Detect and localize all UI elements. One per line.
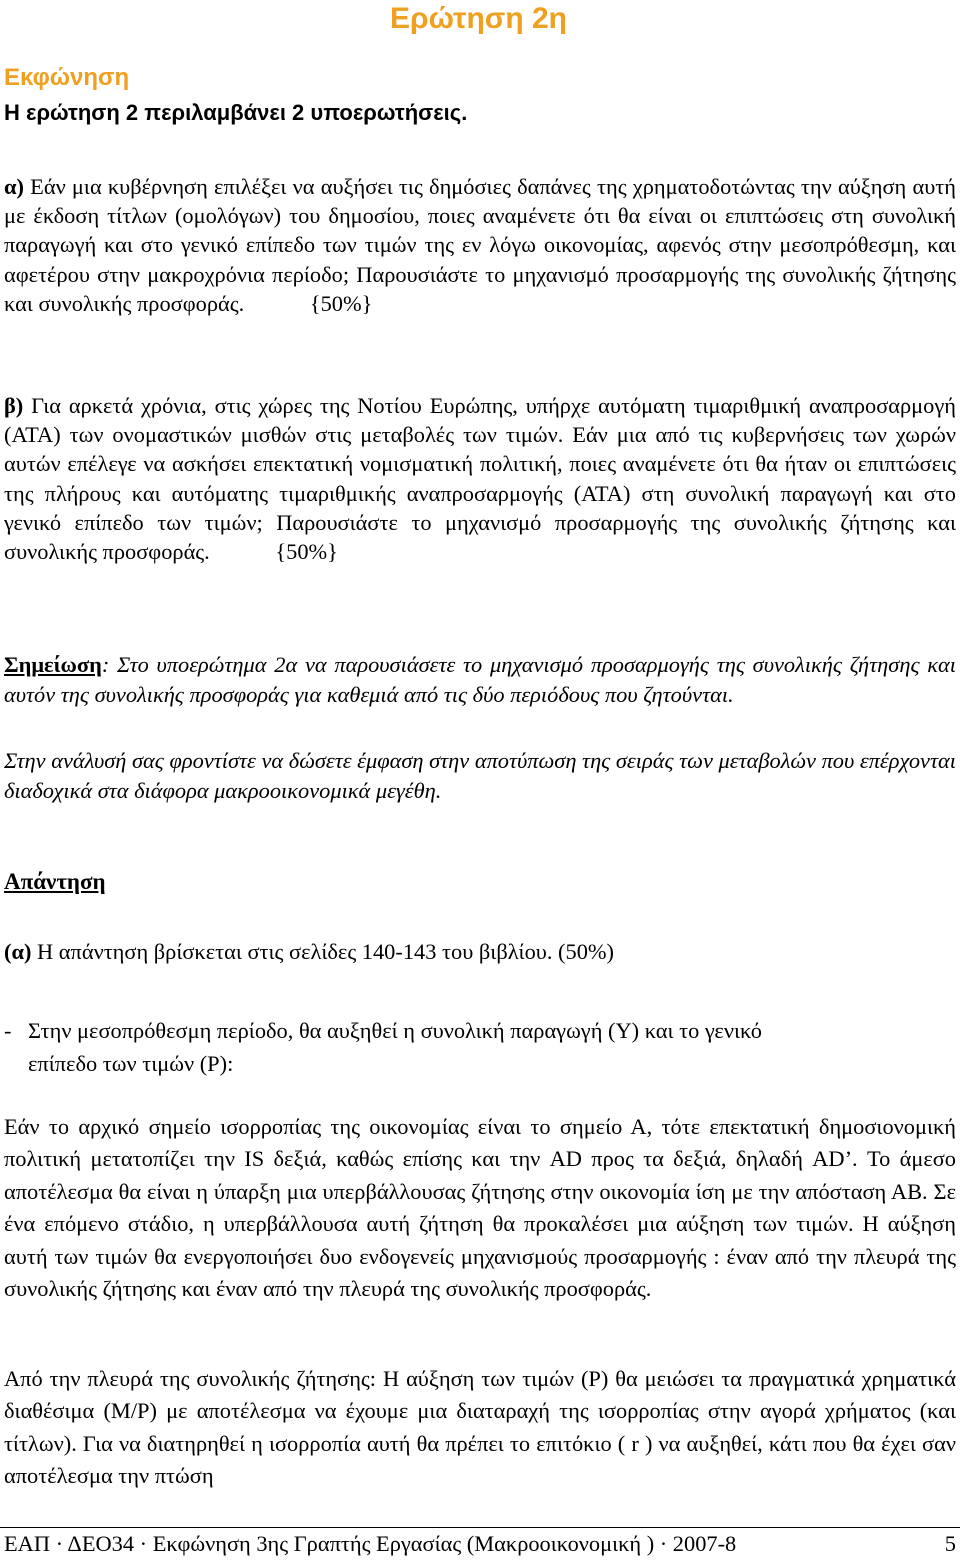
- answer-heading-text: Απάντηση: [4, 869, 106, 894]
- statement-heading: Εκφώνηση: [4, 64, 130, 91]
- answer-paragraph-1: Εάν το αρχικό σημείο ισορροπίας της οικονομίας είναι το σημείο Α, τότε επεκτατική δημοσιονομική πολιτική μετατοπίζει την IS δεξιά, καθώς επίσης και την AD προς τα δεξιά, δηλαδή AD’. Το άμεσο αποτέλεσμα θα είναι η ύπαρξη μια υπερβάλλουσας ζήτησης στην οικονομία ίση με την απόσταση ΑΒ. Σε ένα επόμενο στάδιο, η υπερβάλλουσα αυτή ζήτηση θα προκαλέσει μια αύξηση των τιμών. Η αύξηση αυτή των τιμών θα ενεργοποιήσει δυο ενδογενείς μηχανισμούς προσαρμογής : έναν από την πλευρά της συνολικής ζήτησης και έναν από την πλευρά της συνολικής προσφοράς.: [4, 1114, 956, 1302]
- answer-part-a: [4, 937, 956, 966]
- part-b-text: Για αρκετά χρόνια, στις χώρες της Νοτίου Ευρώπης, υπήρχε αυτόματη τιμαριθμική αναπροσαρμογή (ΑΤΑ) των ονομαστικών μισθών στις μεταβολές των τιμών. Εάν μια από τις κυβερνήσεις των χωρών αυτών επέλεγε να ασκήσει επεκτατική νομισματική πολιτική, ποιες αναμένετε ότι θα ήταν οι επιπτώσεις της πλήρους και αυτόματης τιμαριθμικής αναπροσαρμογής (ΑΤΑ) στη συνολική παραγωγή και στο γενικό επίπεδο των τιμών; Παρουσιάστε το μηχανισμό προσαρμογής της συνολικής ζήτησης και συνολικής προσφοράς.: [4, 393, 956, 565]
- note-text-1: : Στο υποερώτημα 2α να παρουσιάσετε το μηχανισμό προσαρμογής της συνολικής ζήτησης και αυτόν της συνολικής προσφοράς για καθεμιά από τις δύο περιόδους που ζητούνται.: [4, 652, 956, 707]
- answer-bullet: [4, 1014, 956, 1080]
- footer-divider: [0, 1527, 960, 1528]
- page-title: Ερώτηση 2η: [390, 2, 567, 35]
- answer-part-a-label: (α): [4, 939, 32, 964]
- part-a-text: Εάν μια κυβέρνηση επιλέξει να αυξήσει τις δημόσιες δαπάνες της χρηματοδοτώντας την αύξηση αυτή με έκδοση τίτλων (ομολόγων) του δημοσίου, ποιες αναμένετε ότι θα είναι οι επιπτώσεις στη συνολική παραγωγή και στο γενικό επίπεδο των τιμών της εν λόγω οικονομίας, αφενός στην μεσοπρόθεσμη, και αφετέρου στην μακροχρόνια περίοδο; Παρουσιάστε το μηχανισμό προσαρμογής της συνολικής ζήτησης και συνολικής προσφοράς.: [4, 174, 956, 316]
- statement-intro: Η ερώτηση 2 περιλαμβάνει 2 υποερωτήσεις.: [4, 100, 468, 125]
- note-label: Σημείωση: [4, 652, 102, 677]
- bullet-line-1: Στην μεσοπρόθεσμη περίοδο, θα αυξηθεί η συνολική παραγωγή (Y) και το γενικό: [28, 1018, 762, 1043]
- bullet-line-2: επίπεδο των τιμών (P):: [28, 1051, 234, 1076]
- note-paragraph: [4, 650, 956, 710]
- footer-text: ΕΑΠ · ΔΕΟ34 · Εκφώνηση 3ης Γραπτής Εργασίας (Μακροοικονομική ) · 2007-8: [4, 1531, 737, 1556]
- part-a-weight: {50%}: [309, 290, 373, 316]
- bullet-dash: -: [4, 1018, 12, 1043]
- question-part-b: [4, 391, 956, 566]
- part-b-weight: {50%}: [275, 539, 338, 565]
- page-number: 5: [944, 1531, 956, 1556]
- answer-paragraph-2: Από την πλευρά της συνολικής ζήτησης: Η αύξηση των τιμών (P) θα μειώσει τα πραγματικά χρηματικά διαθέσιμα (M/P) με αποτέλεσμα να έχουμε μια διαταραχή της ισορροπίας στην αγορά χρήματος (και τίτλων). Για να διατηρηθεί η ισορροπία αυτή θα πρέπει το επιτόκιο ( r ) να αυξηθεί, κάτι που θα έχει σαν αποτέλεσμα την πτώση: [4, 1366, 956, 1489]
- note-paragraph-2: Στην ανάλυσή σας φροντίστε να δώσετε έμφαση στην αποτύπωση της σειράς των μεταβολών που επέρχονται διαδοχικά στα διάφορα μακροοικονομικά μεγέθη.: [4, 748, 956, 803]
- answer-part-a-text: Η απάντηση βρίσκεται στις σελίδες 140-143 του βιβλίου. (50%): [37, 939, 615, 964]
- page-footer: [4, 1531, 956, 1557]
- part-a-label: α): [4, 174, 24, 199]
- answer-heading: [4, 869, 106, 895]
- question-part-a: [4, 172, 956, 318]
- part-b-label: β): [4, 393, 24, 418]
